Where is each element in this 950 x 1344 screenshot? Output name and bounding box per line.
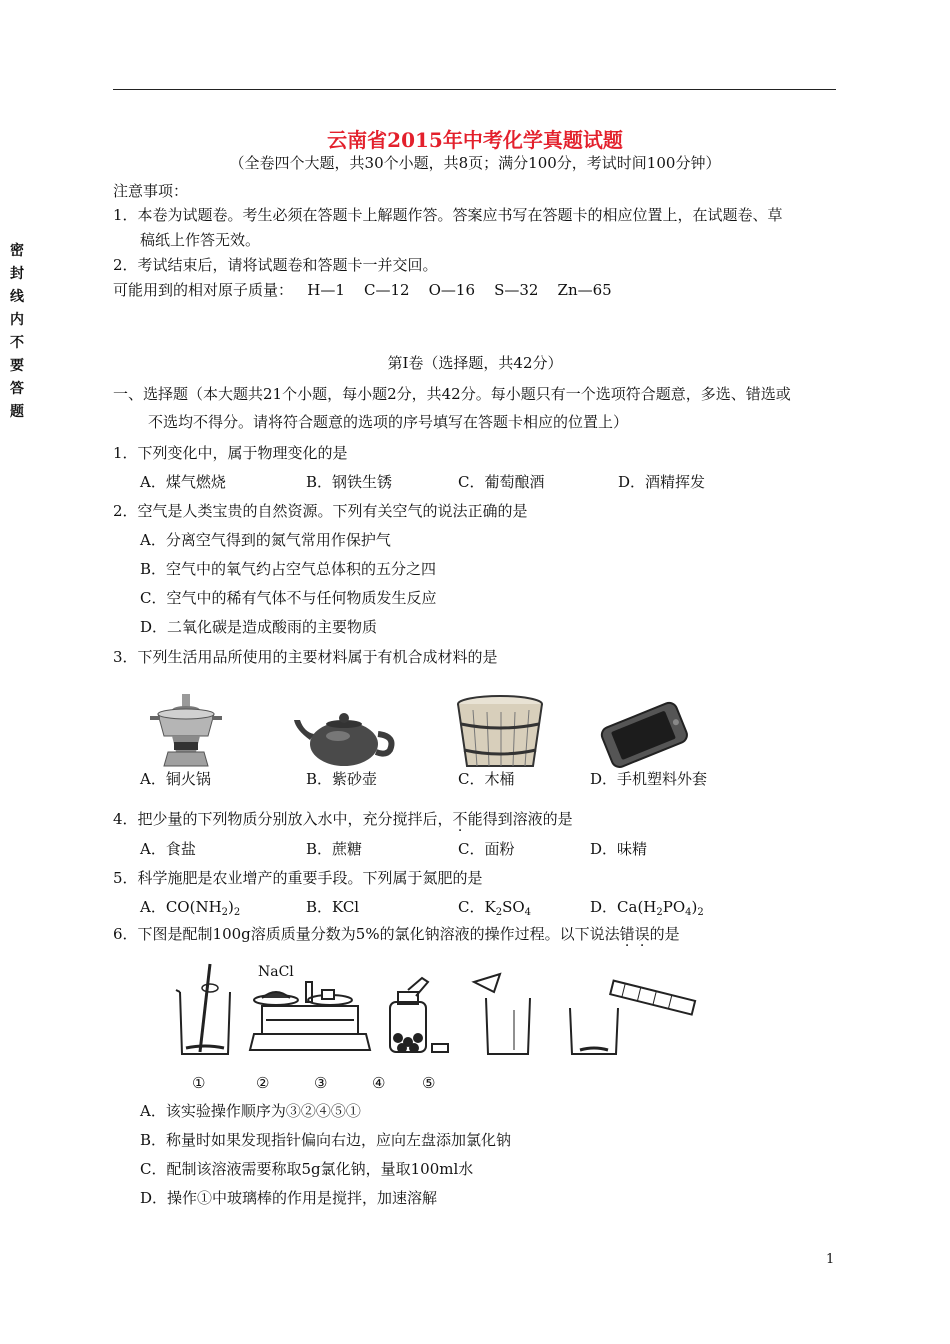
seal-char: 密: [10, 243, 24, 259]
q6-emphasis-1: 错: [619, 925, 635, 943]
q2-option-c: C．空气中的稀有气体不与任何物质发生反应: [140, 589, 437, 607]
q5-option-a: [140, 896, 240, 918]
q5-d-text2: PO: [662, 898, 686, 916]
q1-option-b: B．钢铁生锈: [306, 473, 393, 491]
question-6-stem: [113, 923, 680, 944]
teapot-image: [292, 706, 396, 768]
q3-option-c: C．木桶: [458, 770, 515, 788]
question-5-stem: 5．科学施肥是农业增产的重要手段。下列属于氮肥的是: [113, 869, 483, 887]
step-2-weigh-drawing: [250, 982, 370, 1050]
seal-char: 题: [10, 404, 24, 420]
step-label-2: ②: [256, 1074, 270, 1092]
q5-a-sub: 2: [221, 907, 229, 918]
q1-option-c: C．葡萄酿酒: [458, 473, 545, 491]
q4-stem-pre: 4．把少量的下列物质分别放入水中，充分搅拌后，: [113, 810, 453, 828]
step-label-1: ①: [192, 1074, 206, 1092]
q6-option-c: C．配制该溶液需要称取5g氯化钠，量取100ml水: [140, 1160, 474, 1178]
q5-a-sub2: 2: [233, 907, 241, 918]
q1-option-d: D．酒精挥发: [618, 473, 706, 491]
exam-title: 云南省2015年中考化学真题试题: [327, 128, 623, 152]
q5-d-sub3: 2: [697, 907, 704, 918]
nacl-label: NaCl: [258, 964, 294, 980]
seal-char: 内: [10, 312, 24, 328]
notice-item-1: 1．本卷为试题卷。考生必须在答题卡上解题作答。答案应书写在答题卡的相应位置上，在试题卷、草: [113, 206, 783, 224]
notice-item-1-cont: 稿纸上作答无效。: [140, 231, 261, 249]
q4-option-b: B．蔗糖: [306, 840, 363, 858]
q2-option-b: B．空气中的氧气约占空气总体积的五分之四: [140, 560, 437, 578]
q3-option-a: A．铜火锅: [140, 770, 211, 788]
q5-c-sub: 2: [495, 907, 503, 918]
exam-subtitle: （全卷四个大题，共30个小题，共8页；满分100分，考试时间100分钟）: [229, 154, 721, 172]
q2-option-a: A．分离空气得到的氮气常用作保护气: [140, 531, 391, 549]
solution-prep-figure: [170, 960, 700, 1060]
atomic-mass-line: 可能用到的相对原子质量： H—1 C—12 O—16 S—32 Zn—65: [113, 281, 612, 299]
notice-item-2: 2．考试结束后，请将试题卷和答题卡一并交回。: [113, 256, 438, 274]
question-2-stem: 2．空气是人类宝贵的自然资源。下列有关空气的说法正确的是: [113, 502, 528, 520]
q5-option-d: [590, 896, 704, 918]
q3-option-d: D．手机塑料外套: [590, 770, 708, 788]
q6-stem-pre: 6．下图是配制100g溶质质量分数为5%的氯化钠溶液的操作过程。以下说法: [113, 925, 620, 943]
q4-option-a: A．食盐: [140, 840, 196, 858]
q5-c-text: C．K: [458, 898, 496, 916]
q4-option-d: D．味精: [590, 840, 648, 858]
page-number: 1: [826, 1252, 835, 1267]
question-3-stem: 3．下列生活用品所使用的主要材料属于有机合成材料的是: [113, 648, 498, 666]
seal-char: 线: [10, 289, 24, 305]
q5-c-text2: SO: [502, 898, 525, 916]
q6-option-a: A．该实验操作顺序为③②④⑤①: [140, 1102, 361, 1120]
step-3-bottle-drawing: [390, 978, 448, 1052]
q4-stem-post: 能得到溶液的是: [467, 810, 573, 828]
q1-option-a: A．煤气燃烧: [140, 473, 226, 491]
q5-a-text2: ): [228, 898, 234, 916]
seal-char: 答: [10, 381, 24, 397]
step-1-dissolve-drawing: [176, 964, 230, 1054]
phone-case-image: [596, 700, 692, 768]
question-4-stem: [113, 808, 573, 829]
seal-char: 要: [10, 358, 24, 374]
part1-instructions: 一、选择题（本大题共21个小题，每小题2分，共42分。每小题只有一个选项符合题意，多选、错选或: [113, 385, 791, 403]
part1-instructions-cont: 不选均不得分。请将符合题意的选项的序号填写在答题卡相应的位置上）: [148, 413, 629, 431]
q6-emphasis-2: 误: [634, 925, 650, 943]
q6-option-d: D．操作①中玻璃棒的作用是搅拌，加速溶解: [140, 1189, 438, 1207]
step-label-5: ⑤: [422, 1074, 436, 1092]
q5-d-text: D．Ca(H: [590, 898, 657, 916]
step-4-pour-drawing: [474, 974, 530, 1054]
q4-option-c: C．面粉: [458, 840, 515, 858]
question-1-stem: 1．下列变化中，属于物理变化的是: [113, 444, 348, 462]
q5-a-text: A．CO(NH: [140, 898, 222, 916]
q5-d-sub2: 4: [685, 907, 692, 918]
q5-c-sub2: 4: [524, 907, 532, 918]
notice-heading: 注意事项：: [113, 182, 189, 200]
q5-d-text3: ): [691, 898, 698, 916]
header-rule: [113, 89, 836, 90]
q6-stem-post: 的是: [649, 925, 680, 943]
q4-emphasis: 不: [452, 810, 468, 828]
step-label-4: ④: [372, 1074, 386, 1092]
q2-option-d: D．二氧化碳是造成酸雨的主要物质: [140, 618, 378, 636]
hotpot-image: [146, 690, 226, 770]
step-5-measure-drawing: [570, 981, 695, 1054]
step-label-3: ③: [314, 1074, 328, 1092]
section-title: 第Ⅰ卷（选择题，共42分）: [387, 354, 563, 372]
seal-line-note: [6, 240, 28, 424]
seal-char: 不: [10, 335, 24, 351]
seal-char: 封: [10, 266, 24, 282]
q5-option-c: [458, 896, 531, 918]
q5-option-b: B．KCl: [306, 898, 360, 916]
q5-d-sub: 2: [656, 907, 663, 918]
bucket-image: [455, 694, 545, 770]
q6-option-b: B．称量时如果发现指针偏向右边，应向左盘添加氯化钠: [140, 1131, 512, 1149]
q3-option-b: B．紫砂壶: [306, 770, 378, 788]
